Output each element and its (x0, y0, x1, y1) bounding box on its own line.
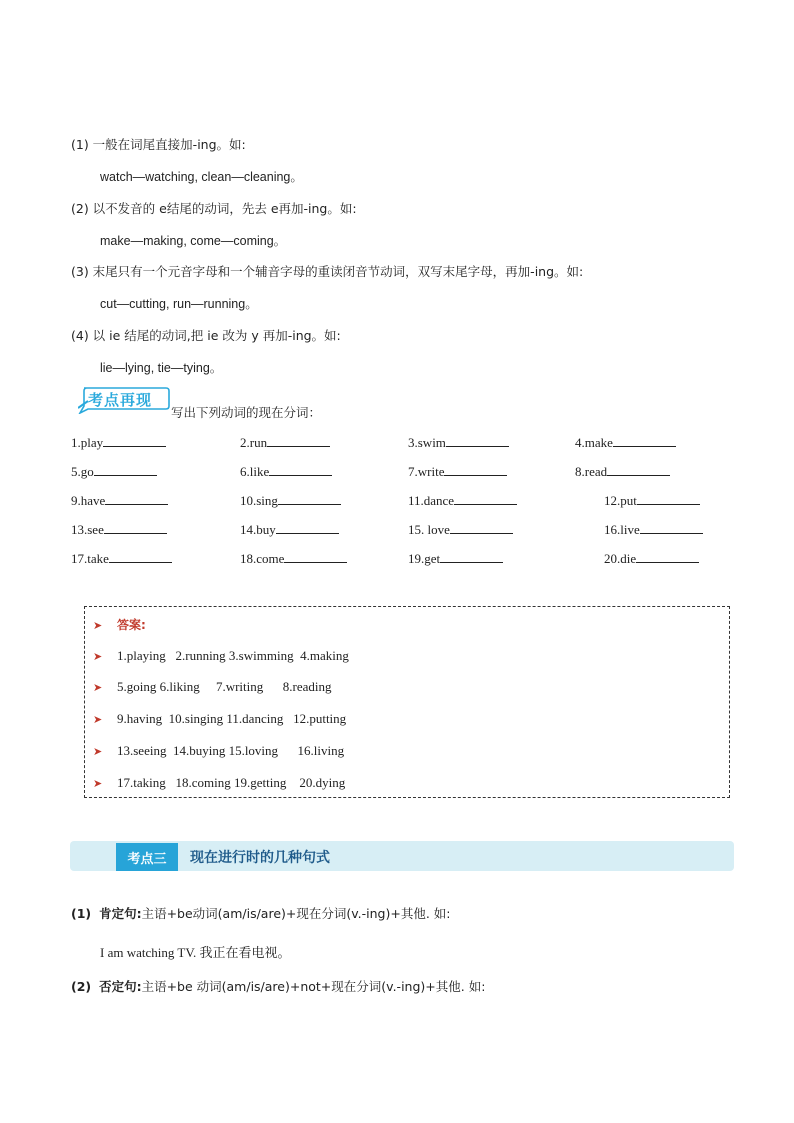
answer-text: 5.going 6.liking 7.writing 8.reading (117, 679, 332, 694)
answer-blank[interactable] (607, 463, 670, 476)
exercise-row (71, 463, 751, 492)
answer-blank[interactable] (109, 550, 172, 563)
exercise-item: 18.come (240, 551, 285, 566)
answer-blank[interactable] (267, 434, 330, 447)
exercise-row (71, 521, 751, 550)
answer-blank[interactable] (454, 492, 517, 505)
arrow-bullet-icon: ➤ (93, 620, 103, 632)
arrow-bullet-icon: ➤ (93, 651, 103, 663)
exercise-instruction: 写出下列动词的现在分词： (171, 405, 322, 420)
exercise-item: 17.take (71, 551, 109, 566)
exercise-item: 7.write (408, 464, 445, 479)
section-title: 现在进行时的几种句式 (190, 850, 330, 866)
exercise-item: 2.run (240, 435, 268, 450)
exercise-row (71, 550, 751, 579)
form-2-rule: 主语+be 动词(am/is/are)+not+现在分词(v.-ing)+其他. 如: (141, 979, 486, 994)
answer-blank[interactable] (636, 550, 699, 563)
answer-blank[interactable] (446, 434, 509, 447)
rule-2-example: make—making, come—coming。 (100, 234, 287, 248)
form-2-number: (2) (71, 979, 92, 994)
exercise-item: 19.get (408, 551, 441, 566)
exercise-item: 10.sing (240, 493, 278, 508)
exercise-item: 3.swim (408, 435, 446, 450)
form-1-rule: 主语+be动词(am/is/are)+现在分词(v.-ing)+其他. 如: (141, 906, 451, 921)
answer-blank[interactable] (640, 521, 703, 534)
answer-text: 17.taking 18.coming 19.getting 20.dying (117, 775, 346, 790)
exercise-item: 16.live (604, 522, 640, 537)
answer-blank[interactable] (105, 492, 168, 505)
exercise-grid (71, 434, 751, 579)
answer-blank[interactable] (104, 521, 167, 534)
answer-box (84, 606, 730, 798)
form-1-label: 肯定句: (99, 906, 142, 921)
arrow-bullet-icon: ➤ (93, 714, 103, 726)
answer-line (93, 743, 344, 759)
arrow-bullet-icon: ➤ (93, 778, 103, 790)
answer-line (93, 711, 346, 727)
arrow-bullet-icon: ➤ (93, 682, 103, 694)
exercise-item: 14.buy (240, 522, 276, 537)
form-1-number: (1) (71, 906, 92, 921)
arrow-bullet-icon: ➤ (93, 746, 103, 758)
form-1 (71, 904, 451, 922)
answer-text: 1.playing 2.running 3.swimming 4.making (117, 648, 349, 663)
section-tag: 考点三 (116, 843, 178, 871)
exercise-row (71, 434, 751, 463)
rule-1-example: watch—watching, clean—cleaning。 (100, 170, 303, 184)
answer-line (93, 775, 345, 791)
exercise-item: 6.like (240, 464, 270, 479)
answer-blank[interactable] (94, 463, 157, 476)
answer-line (93, 648, 349, 664)
answer-blank[interactable] (103, 434, 166, 447)
answer-line (93, 679, 331, 695)
answer-blank[interactable] (444, 463, 507, 476)
form-2 (71, 977, 485, 995)
exercise-item: 1.play (71, 435, 104, 450)
exercise-item: 15. love (408, 522, 450, 537)
answer-blank[interactable] (284, 550, 347, 563)
exercise-item: 12.put (604, 493, 637, 508)
answer-blank[interactable] (269, 463, 332, 476)
exercise-item: 4.make (575, 435, 613, 450)
exercise-item: 9.have (71, 493, 106, 508)
answer-blank[interactable] (278, 492, 341, 505)
answer-text: 13.seeing 14.buying 15.loving 16.living (117, 743, 345, 758)
answer-text: 9.having 10.singing 11.dancing 12.putting (117, 711, 347, 726)
form-1-example: I am watching TV. 我正在看电视。 (100, 945, 291, 960)
rule-3: (3) 末尾只有一个元音字母和一个辅音字母的重读闭音节动词，双写末尾字母，再加-ing。如: (71, 264, 584, 279)
rule-4: (4) 以 ie 结尾的动词,把 ie 改为 y 再加-ing。如: (71, 328, 341, 343)
rule-4-example: lie—lying, tie—tying。 (100, 361, 223, 375)
form-2-label: 否定句: (99, 979, 142, 994)
badge-label: 考点再现 (88, 391, 153, 409)
answer-blank[interactable] (637, 492, 700, 505)
answer-title-row (93, 616, 146, 633)
exercise-item: 8.read (575, 464, 608, 479)
exercise-item: 5.go (71, 464, 94, 479)
rule-1: (1) 一般在词尾直接加-ing。如: (71, 137, 246, 152)
answer-blank[interactable] (440, 550, 503, 563)
rule-2: (2) 以不发音的 e结尾的动词，先去 e再加-ing。如: (71, 201, 357, 216)
answer-title: 答案: (117, 618, 146, 632)
exercise-item: 20.die (604, 551, 637, 566)
exercise-row (71, 492, 751, 521)
answer-blank[interactable] (613, 434, 676, 447)
exercise-item: 13.see (71, 522, 104, 537)
rule-3-example: cut—cutting, run—running。 (100, 297, 258, 311)
answer-blank[interactable] (450, 521, 513, 534)
exercise-item: 11.dance (408, 493, 455, 508)
answer-blank[interactable] (276, 521, 339, 534)
